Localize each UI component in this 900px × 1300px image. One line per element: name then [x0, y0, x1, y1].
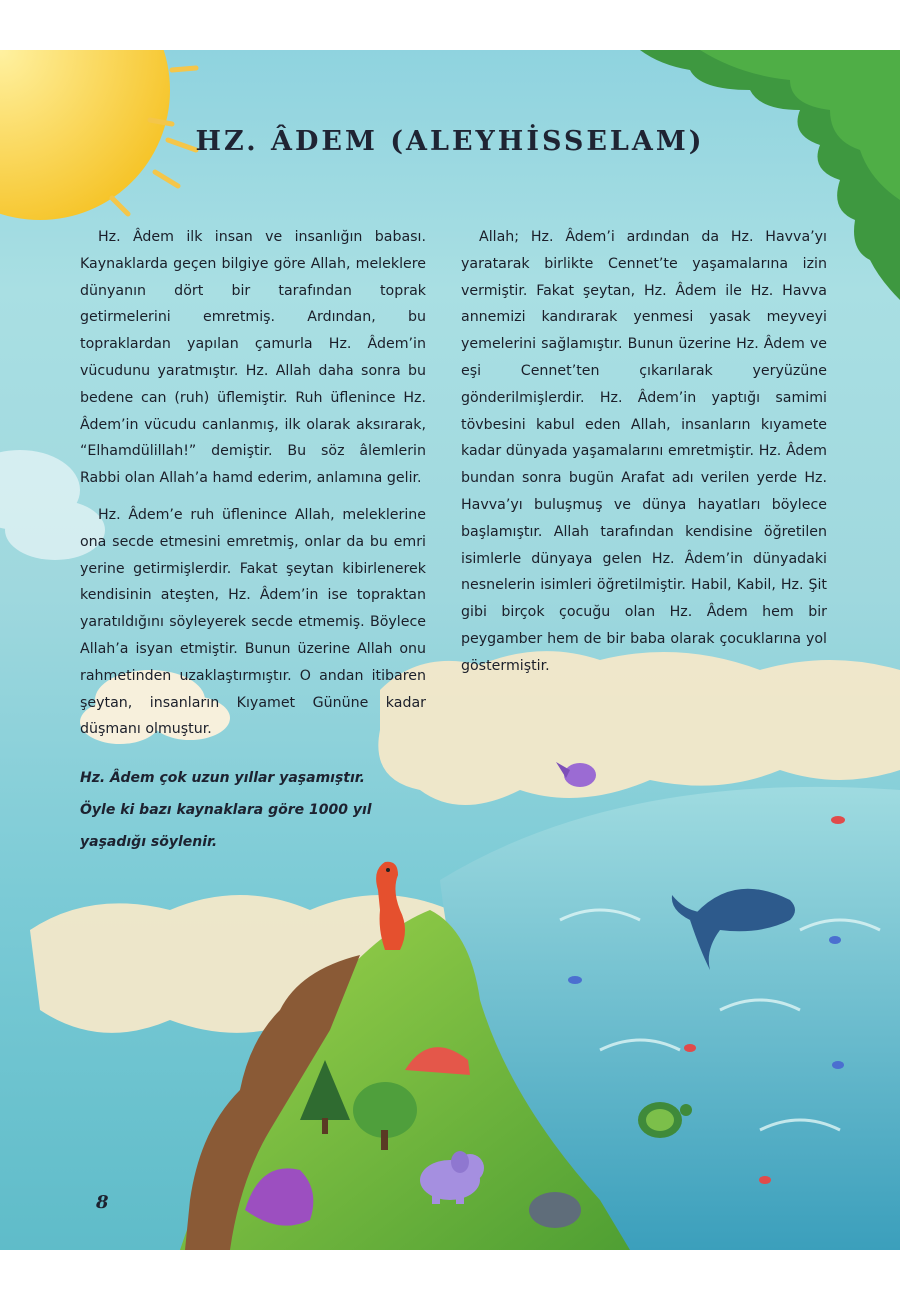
page-number: 8: [96, 1192, 109, 1213]
caption-line: Öyle ki bazı kaynaklara göre 1000 yıl: [80, 802, 372, 818]
right-text-column: [461, 224, 827, 690]
illustration-caption: [80, 762, 380, 858]
paragraph: Hz. Âdem’e ruh üflenince Allah, meleklerine ona secde etmesini emretmiş, onlar da bu emri yerine getirmişlerdir. Fakat şeytan kibirlenerek kendisinin ateşten, Hz. Âdem’in ise topraktan yaratıldığını söyleyerek secde etmemiş. Böylece Allah’a isyan etmiştir. Bunun üzerine Allah onu rahmetinden uzaklaştırmıştır. O andan itibaren şeytan, insanların Kıyamet Gününe kadar düşmanı olmuştur.: [80, 506, 426, 738]
paragraph: Allah; Hz. Âdem’i ardından da Hz. Havva’yı yaratarak birlikte Cennet’te yaşamalarına izin vermiştir. Fakat şeytan, Hz. Âdem ile Hz. Havva annemizi kandırarak yenmesi yasak meyveyi yemelerini sağlamıştır. Bunun üzerine Hz. Âdem ve eşi Cennet’ten çıkarılarak yeryüzüne gönderilmişlerdir. Hz. Âdem’in yaptığı samimi tövbesini kabul eden Allah, insanların kıyamete kadar dünyada yaşamalarını emretmiştir. Hz. Âdem bundan sonra bugün Arafat adı verilen yerde Hz. Havva’yı buluşmuş ve dünya hayatları böylece başlamıştır. Allah tarafından kendisine öğretilen isimlerle dünyaya gelen Hz. Âdem’in dünyadaki nesnelerin isimleri öğretilmiştir. Habil, Kabil, Hz. Şit gibi birçok çocuğu olan Hz. Âdem hem bir peygamber hem de bir baba olarak çocuklarına yol göstermiştir.: [461, 229, 827, 674]
storybook-page: [0, 50, 900, 1250]
caption-line: yaşadığı söylenir.: [80, 834, 218, 850]
grey-rock: [529, 1192, 581, 1228]
left-text-column: [80, 224, 426, 753]
paragraph: Hz. Âdem ilk insan ve insanlığın babası. Kaynaklarda geçen bilgiye göre Allah, meleklere dünyanın dört bir tarafından toprak getirmelerini emretmiş. Ardından, bu topraklardan yapılan çamurla Hz. Âdem’in vücudunu yaratmıştır. Hz. Allah daha sonra bu bedene can (ruh) üflemiştir. Ruh üflenince Hz. Âdem’in vücudu canlanmış, ilk olarak aksırarak, “Elhamdülillah!” demiştir. Bu söz âlemlerin Rabbi olan Allah’a hamd ederim, anlamına gelir.: [80, 229, 426, 487]
caption-line: Hz. Âdem çok uzun yıllar yaşamıştır.: [80, 770, 366, 786]
page-title: HZ. ÂDEM (ALEYHİSSELAM): [195, 126, 705, 157]
